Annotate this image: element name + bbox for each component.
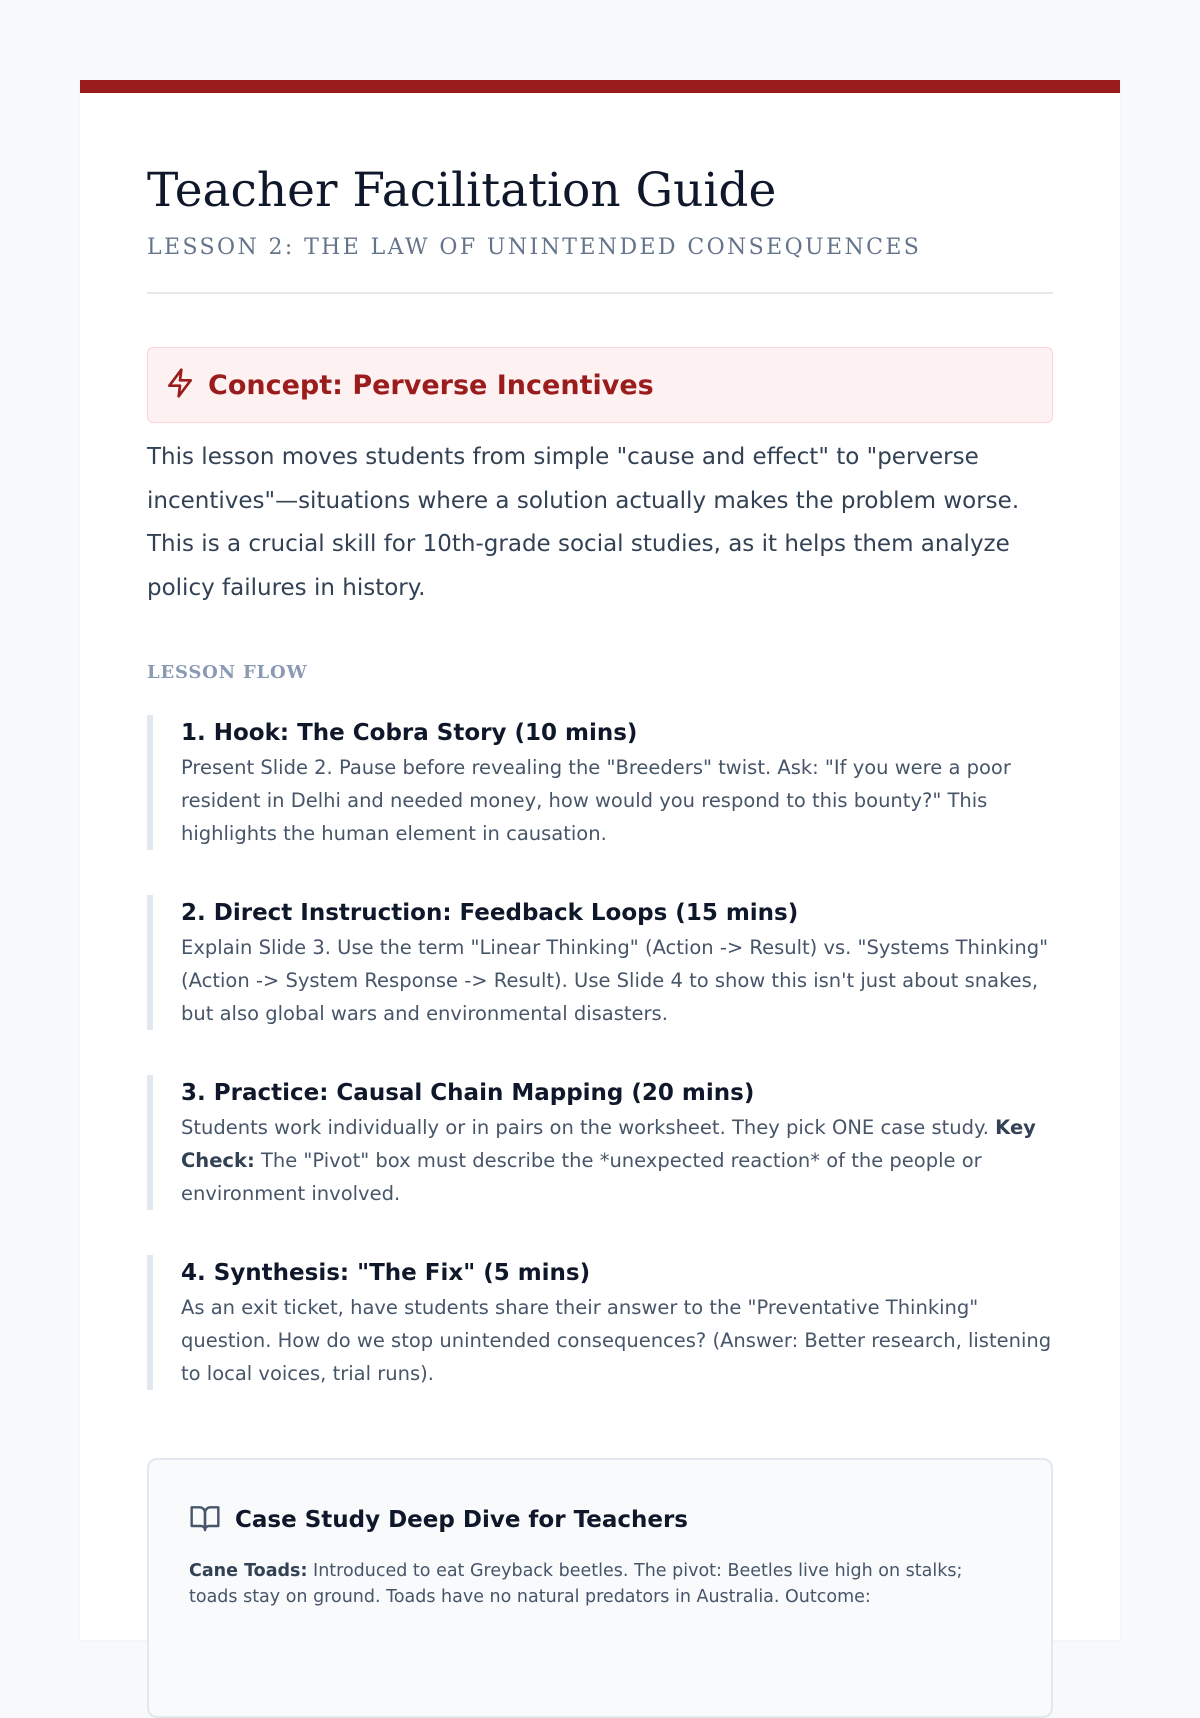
lesson-step	[147, 1075, 1053, 1210]
step-body-text: Students work individually or in pairs on the worksheet. They pick ONE case study.	[181, 1116, 989, 1139]
step-body: Explain Slide 3. Use the term "Linear Thinking" (Action -> Result) vs. "Systems Thinking" (Action -> System Response -> Result). Use Slide 4 to show this isn't just about snakes, but also global wars and environmental disasters.	[181, 936, 1049, 1025]
page-subtitle: LESSON 2: THE LAW OF UNINTENDED CONSEQUENCES	[147, 235, 922, 260]
case-study-header	[189, 1502, 688, 1538]
step-body	[181, 1111, 1053, 1210]
lesson-step	[147, 895, 1053, 1030]
case-study-panel	[147, 1458, 1053, 1718]
concept-callout	[147, 347, 1053, 423]
book-icon	[189, 1502, 235, 1538]
step-title: 2. Direct Instruction: Feedback Loops (15 mins)	[181, 900, 799, 926]
intro-paragraph: This lesson moves students from simple "cause and effect" to "perverse incentives"—situations where a solution actually makes the problem worse. This is a crucial skill for 10th-grade social studies, as it helps them analyze policy failures in history.	[147, 444, 1020, 601]
lesson-flow-heading: LESSON FLOW	[147, 662, 308, 683]
guide-page	[80, 80, 1120, 1640]
case-item-label: Cane Toads:	[189, 1561, 308, 1581]
step-body: Present Slide 2. Pause before revealing the "Breeders" twist. Ask: "If you were a poor resident in Delhi and needed money, how would you respond to this bounty?" This highlights the human element in causation.	[181, 756, 1011, 845]
lesson-step	[147, 715, 1053, 850]
case-study-title: Case Study Deep Dive for Teachers	[235, 1507, 688, 1533]
concept-label: Concept: Perverse Incentives	[208, 369, 654, 401]
case-study-item	[189, 1558, 989, 1610]
step-title: 1. Hook: The Cobra Story (10 mins)	[181, 720, 638, 746]
step-title: 3. Practice: Causal Chain Mapping (20 mins)	[181, 1080, 755, 1106]
case-item-text: Introduced to eat Greyback beetles. The pivot: Beetles live high on stalks; toads stay on ground. Toads have no natural predators in Australia. Outcome:	[189, 1561, 963, 1607]
lesson-step	[147, 1255, 1053, 1390]
step-body-text: The "Pivot" box must describe the *unexpected reaction* of the people or environment involved.	[181, 1149, 982, 1205]
page-title: Teacher Facilitation Guide	[147, 163, 777, 218]
step-title: 4. Synthesis: "The Fix" (5 mins)	[181, 1260, 591, 1286]
key-check-label: Key Check:	[181, 1116, 1036, 1172]
step-body: As an exit ticket, have students share their answer to the "Preventative Thinking" question. How do we stop unintended consequences? (Answer: Better research, listening to local voices, trial runs).	[181, 1296, 1052, 1385]
header-divider	[147, 292, 1053, 294]
lightning-icon	[164, 367, 208, 403]
